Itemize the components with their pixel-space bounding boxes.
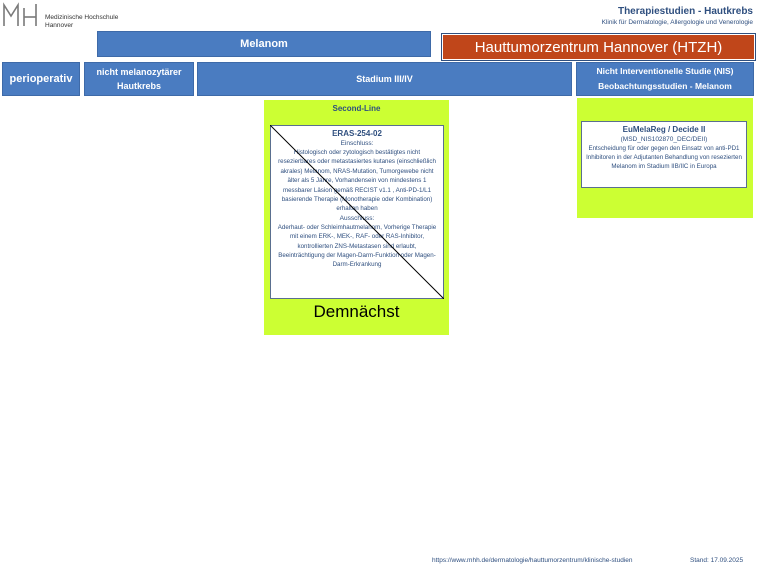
melanom-banner: Melanom bbox=[97, 31, 431, 57]
einschluss-text: Histologisch oder zytologisch bestätigtes nicht resezierbares oder metastasiertes kutanes (einschließlich akrales) Melanom, NRAS-Mutation, Tumorgewebe nicht älter als 5 Jahre, Vorhandensein von mindestens 1 messbarer Läsion gemäß RECIST v1.1 , Anti-PD-1/L1 basierende Therapie (Monotherapie oder Kombination) erhalten haben bbox=[278, 149, 436, 213]
mhh-logo-icon bbox=[2, 2, 42, 28]
column-stadium: Stadium III/IV bbox=[197, 62, 572, 96]
footer-date: Stand: 17.09.2025 bbox=[690, 557, 744, 564]
status-demnaechst: Demnächst bbox=[313, 302, 400, 321]
htzh-banner: Hauttumorzentrum Hannover (HTZH) bbox=[443, 35, 754, 59]
column-nis bbox=[576, 62, 754, 96]
page-subtitle: Klinik für Dermatologie, Allergologie und Venerologie bbox=[601, 19, 753, 26]
column-nicht-melanozytaer-line1: nicht melanozytärer bbox=[96, 67, 182, 77]
second-line-title: Second-Line bbox=[332, 104, 381, 113]
column-nicht-melanozytaer-line2: Hautkrebs bbox=[116, 81, 161, 91]
einschluss-label: Einschluss: bbox=[340, 140, 374, 147]
column-nis-line1: Nicht Interventionelle Studie (NIS) bbox=[596, 66, 734, 76]
eumelareg-study-card[interactable] bbox=[581, 121, 747, 188]
column-nis-line2: Beobachtungsstudien - Melanom bbox=[598, 81, 732, 91]
nis-study-code: (MSD_NIS102870_DEC/DEII) bbox=[620, 136, 708, 143]
nis-study-description: Entscheidung für oder gegen den Einsatz von anti-PD1 Inhibitoren in der Adjutanten Behandlung von resezierten Melanom im Stadium IIB/IIC in Europa bbox=[586, 145, 742, 170]
footer-url-link[interactable]: https://www.mhh.de/dermatologie/hauttumorzentrum/klinische-studien bbox=[432, 557, 633, 564]
logo-text-line1: Medizinische Hochschule bbox=[45, 14, 119, 21]
nis-study-name: EuMelaReg / Decide II bbox=[622, 125, 706, 134]
ausschluss-label: Ausschluss: bbox=[339, 214, 375, 222]
logo-text-line2: Hannover bbox=[45, 22, 74, 29]
strikethrough-line bbox=[270, 125, 444, 299]
ausschluss-text: Aderhaut- oder Schleimhautmelanom, Vorherige Therapie mit einem ERK-, MEK-, RAF- oder RAS-Inhibitor, kontrollierten ZNS-Metastasen sind erlaubt, Beeinträchtigung der Magen-Darm-Funktion oder Magen-Darm-Erkrankung bbox=[277, 223, 437, 269]
study-name: ERAS-254-02 bbox=[332, 129, 382, 138]
column-nicht-melanozytaer bbox=[84, 62, 194, 96]
page-title: Therapiestudien - Hautkrebs bbox=[617, 6, 753, 17]
column-perioperativ: perioperativ bbox=[2, 62, 80, 96]
